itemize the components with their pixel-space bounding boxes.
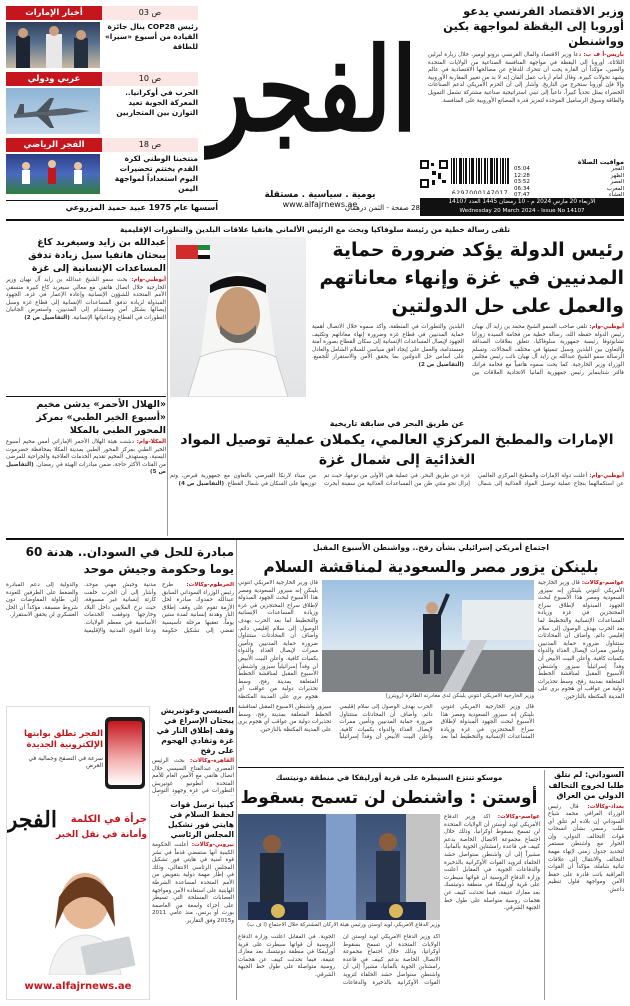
side-story-title: «الهلال الأحمر» يدشن مخيم «أسبوع الخير الطبي» بمركز المحور الطبي بالمكلا (36, 399, 166, 436)
ad-slogan-2: وأمانة في نقل الخبر (56, 830, 147, 840)
dateline: أبوظبي-وام: (589, 324, 624, 330)
ukraine-title: أوستن : واشنطن لن تسمح بسقوط (240, 788, 538, 808)
dateline: أبوظبي-وام: (589, 473, 624, 479)
football-players-icon (6, 154, 100, 194)
logo-text: الفجر (206, 22, 418, 158)
ad-headline: الفجر تطلق بوابتها الإلكترونية الجديدة (23, 729, 103, 750)
barcode-icon (450, 158, 510, 186)
teaser-text: الحرب في أوكرانيا.. المعركة الجوية تعيد التوازن بين المتحاربين (116, 88, 198, 117)
founder-bar (6, 200, 218, 214)
side-story-body: دشنت هيئة الهلال الأحمر الإماراتي أمس مخيم أسبوع الخير الطبي بمركز المحور الطبي بمدينة المكلا بمحافظة حضرموت اليمنية، ويستهدف المخيم تقديم الخدمات العلاجية والجراحية للمرضى من الفئات الأكثر حاجة، ضمن مبادرات الهيئة في رمضان. (6, 439, 166, 468)
teaser-sports[interactable] (6, 138, 200, 194)
prayer-time: 12:28 (514, 172, 530, 179)
blinken-caption: وزير الخارجية الأمريكي أنتوني بلينكن لدى مغادرته الطائرة (رويترز) (385, 693, 534, 699)
teaser-photo (6, 22, 100, 68)
dateline: نيروبي-وكالات: (191, 842, 234, 848)
website: www.alfajrnews.ae (282, 200, 358, 209)
ukraine-body-cont: أكد وزير الدفاع الأمريكي لويد أوستن أن الولايات المتحدة لن تسمح بسقوط أوكرانيا، وذلك خلال اجتماع مجموعة الاتصال الخاصة بدعم كييف في قاعدة رامشتاين الجوية بألمانيا، مشيراً إلى أن واشنطن ستواصل حشد الحلفاء لتزويد القوات الأوكرانية بالذخيرة والدفاعات الجوية. في المقابل أعلنت وزارة الدفاع الروسية أن قواتها سيطرت على قرية أورليفكا في منطقة دونيتسك بعد معارك عنيفة، فيما تحدثت كييف عن هجمات روسية متواصلة على طول خط الجبهة الشرقي. (238, 934, 440, 986)
blinken-body: قال وزير الخارجية الأمريكي أنتوني بلينكن إنه سيزور السعودية ومصر هذا الأسبوع لبحث الجهود المبذولة لإطلاق سراح المحتجزين في غزة وزيادة المساعدات الإنسانية والتخطيط لما بعد الحرب بهدف الوصول إلى سلام إقليمي دائم. وأضاف أن المحادثات ستتناول ضرورة حماية المدنيين وتأمين ممرات لإيصال الغذاء والدواء بكميات كافية. وأعلن البيت الأبيض أن وفداً إسرائيلياً سيزور واشنطن الأسبوع المقبل لمناقشة الخطط المتعلقة بمدينة رفح، وسط تحذيرات دولية من عواقب أي هجوم بري على المدينة المكتظة بالنازحين. (538, 580, 624, 700)
sea-kicker: عن طريق البحر في سابقة تاريخية (329, 419, 465, 428)
side-story-body: بحث سمو الشيخ عبدالله بن زايد آل نهيان وزير الخارجية خلال اتصال هاتفي مع معالي سيغريد كاغ كبيرة منسقي الأمم المتحدة للشؤون الإنسانية وإعادة الإعمار في غزة، الجهود المبذولة لزيادة تدفق المساعدات الإنسانية إلى قطاع غزة وسبل إيصالها بشكل آمن ومستدام إلى المدنيين، واستعرض الجانبان التطورات في القطاع وتداعياتها الإنسانية. (6, 277, 166, 321)
masthead-rule (6, 219, 624, 221)
side-story-1[interactable] (6, 236, 166, 396)
blinken-body-left[interactable] (238, 580, 318, 702)
lead-body: تلقى صاحب السمو الشيخ محمد بن زايد آل نهيان رئيس الدولة حفظه الله، رسالة خطية من فخامة السيدة زوزانا تشابوتوفا رئيسة جمهورية سلوفاكيا، تتعلق بعلاقات الصداقة والتعاون بين البلدين وسبل تنميتها في مختلف المجالات. وتسلم الرسالة سمو الشيخ عبدالله بن زايد آل نهيان نائب رئيس مجلس الوزراء وزير الخارجية. كما بحث سموه هاتفياً مع فخامة فرانك فالتر شتاينماير رئيس جمهورية ألمانيا الاتحادية العلاقات بين البلدين والتطورات في المنطقة، وأكد سموه خلال الاتصال أهمية حماية المدنيين في قطاع غزة وضرورة إنهاء معاناتهم وتكثيف الجهود لإيصال المساعدات الإنسانية إلى سكان القطاع بصورة آمنة ومستدامة، والعمل على إيجاد أفق سياسي للسلام الشامل والعادل على أساس حل الدولتين بما يحقق الأمن والاستقرار للجميع. (312, 324, 624, 376)
prayer-times (514, 158, 624, 198)
prayer-name: العصر (610, 179, 624, 185)
lead-continued: (التفاصيل ص 2) (418, 361, 464, 368)
side-story-body-wrap (6, 277, 166, 323)
lead-story[interactable] (312, 236, 624, 448)
date-bar (420, 198, 624, 216)
dateline: باريس-أ ف ب: (583, 52, 624, 58)
gaza-small-story[interactable] (152, 706, 234, 796)
side-story-2[interactable] (6, 398, 166, 536)
ukraine-body-text: أكد وزير الدفاع الأمريكي لويد أوستن أن الولايات المتحدة لن تسمح بسقوط أوكرانيا، وذلك خلال اجتماع مجموعة الاتصال الخاصة بدعم كييف في قاعدة رامشتاين الجوية بألمانيا، مشيراً إلى أن واشنطن ستواصل حشد الحلفاء لتزويد القوات الأوكرانية بالذخيرة والدفاعات الجوية. في المقابل أعلنت وزارة الدفاع الروسية أن قواتها سيطرت على قرية أورليفكا في منطقة دونيتسك بعد معارك عنيفة، فيما تحدثت كييف عن هجمات روسية متواصلة على طول خط الجبهة الشرقي. (444, 814, 540, 912)
prayer-list (514, 166, 624, 198)
blinken-kicker: اجتماع أمريكي إسرائيلي بشأن رفح.. وواشنطن الأسبوع المقبل (313, 543, 549, 552)
ukraine-body-bottom[interactable] (238, 934, 440, 1000)
officials-photo-icon (238, 814, 440, 920)
dateline: عواصم-وكالات: (497, 814, 540, 820)
iraq-body: قال رئيس الوزراء العراقي محمد شياع السوداني إن بلاده لم تتلق أي طلب رسمي بشأن انسحاب قوات التحالف الدولي، وإن الحوار مع واشنطن مستمر لتحديد جدول زمني لإنهاء مهمة التحالف والانتقال إلى علاقات ثنائية شاملة، مؤكداً أن القوات العراقية باتت قادرة على حفظ الأمن ومواجهة فلول تنظيم داعش. (548, 803, 624, 894)
date-line: الأربعاء 20 مارس 2024 م - 10 رمضان 1445 العدد 14107 (448, 199, 596, 205)
dateline: الخرطوم-وكالات: (186, 582, 234, 588)
top-story[interactable] (428, 4, 624, 156)
side-story-continued: (التفاصيل ص 2) (24, 314, 70, 321)
barcode-number: 6297000147017 (451, 190, 509, 194)
advertisement[interactable] (6, 706, 150, 1000)
sea-title: الإمارات والمطبخ المركزي العالمي، يكملان عملية توصيل المواد الغذائية إلى شمال غزة (180, 432, 614, 468)
ukraine-kicker: موسكو تنتزع السيطرة على قرية أورليفكا في منطقة دونيتسك (275, 773, 503, 782)
tagline: يومية . سياسية . مستقلة (264, 190, 376, 200)
top-story-title: وزير الاقتصاد الفرنسي يدعو أوروبا إلى اليقظة لمواجهة بكين وواشنطن (443, 4, 624, 48)
prayer-name: الظهر (610, 172, 624, 179)
top-story-body: دعا وزير الاقتصاد والمال الفرنسي برونو لومير، خلال زيارة لبرلين الثلاثاء، أوروبا إلى اليقظة في مواجهة المنافسة الصناعية من الولايات المتحدة والصين، مؤكداً أن القارة يجب أن تتحرك للدفاع عن مصالحها الاقتصادية في عالم يشهد تحولات كبيرة. وقال أمام أرباب عمل ألمان إنه لا بد من تغيير المقاربة الأوروبية وإلا فإن أوروبا ستخرج من التاريخ. وأشار إلى أن الحزم الأمريكي لدعم الصناعات الخضراء يمثل تحدياً كبيراً، داعياً إلى تبني استراتيجية صناعية مشتركة تشمل التمويل والطاقة وسوق الرساميل الموحدة لتعزيز قدرة المصانع الأوروبية على المنافسة. (428, 52, 624, 104)
founder: أسسها عام 1975 عبيد حميد المزروعي (65, 203, 218, 212)
plane-stairs-photo-icon (322, 580, 534, 692)
teaser-arab-world[interactable] (6, 72, 200, 136)
prayer-name: المغرب (606, 185, 624, 192)
section-rule (6, 538, 624, 540)
blinken-title: بلينكن يزور مصر والسعودية لمناقشة السلام (263, 558, 599, 576)
ad-subline: سرعة في التصفح وجمالية في العرض (28, 755, 103, 769)
ad-phone (105, 717, 145, 789)
blinken-body-wrap (538, 580, 624, 702)
teaser-photo (6, 88, 100, 134)
prayer-time: 07:47 (514, 192, 530, 198)
side-story-title: عبدالله بن زايد وسيغريد كاغ يبحثان هاتفيا سبل زيادة تدفق المساعدات الإنسانية إلى غزة (28, 237, 166, 274)
ad-woman-photo (25, 857, 145, 975)
side-rule (6, 396, 166, 397)
lead-title: رئيس الدولة يؤكد ضرورة حماية المدنيين في غزة وإنهاء معاناتهم والعمل على حل الدولتين (319, 239, 624, 317)
teaser-text: رئيس COP28 ينال جائزة القيادة من أسبوع «سيرا» للطاقة (105, 22, 198, 51)
sudan-title: مبادرة للحل في السودان.. هدنة 60 يوما وحكومة وجيش موحد (25, 545, 234, 576)
dateline: المكلا-وام: (136, 439, 166, 445)
blinken-body-left-text: قال وزير الخارجية الأمريكي أنتوني بلينكن إنه سيزور السعودية ومصر هذا الأسبوع لبحث الجهود المبذولة لإطلاق سراح المحتجزين في غزة وزيادة المساعدات الإنسانية والتخطيط لما بعد الحرب بهدف الوصول إلى سلام إقليمي دائم. وأضاف أن المحادثات ستتناول ضرورة حماية المدنيين وتأمين ممرات لإيصال الغذاء والدواء بكميات كافية. وأعلن البيت الأبيض أن وفداً إسرائيلياً سيزور واشنطن الأسبوع المقبل لمناقشة الخطط المتعلقة بمدينة رفح، وسط تحذيرات دولية من عواقب أي هجوم بري على المدينة المكتظة (238, 580, 318, 700)
date-line-en: Wednesday 20 March 2024 - Issue No 14107 (459, 208, 585, 214)
teaser-text: منتخبنا الوطني لكرة القدم يختتم تحضيرات اليوم استعداداً لمواجهة اليمن (114, 154, 198, 193)
vertical-rule-side (167, 236, 168, 536)
dateline: أبوظبي-وام: (131, 277, 166, 283)
gaza-small-body: بحث الرئيس المصري عبدالفتاح السيسي خلال اتصال هاتفي مع الأمين العام للأمم المتحدة أنطونيو غوتيريش التطورات في غزة وجهود التوصل (152, 758, 234, 795)
sudan-body: طرح رئيس الوزراء السوداني السابق عبدالله حمدوك مبادرة لحل الأزمة تقوم على وقف إطلاق النار وهدنة إنسانية لمدة ستين يوماً، تعقبها مرحلة تأسيسية تفضي إلى تشكيل حكومة مدنية وجيش مهني موحد. وأشار إلى أن الحرب خلفت كارثة إنسانية غير مسبوقة، حيث نزح الملايين داخل البلاد وخارجها وتوقفت الخدمات الأساسية في معظم الولايات. ودعا القوى المدنية والإقليمية والدولية إلى دعم المبادرة والضغط على الطرفين للعودة إلى طاولة المفاوضات دون شروط مسبقة، مؤكداً أن الحل العسكري لن يحقق الاستقرار. (6, 582, 234, 634)
teaser-emirates[interactable] (6, 6, 200, 70)
teaser-section: عربي ودولي (6, 72, 102, 86)
teaser-photo (6, 154, 100, 194)
top-story-body-wrap (428, 52, 624, 105)
fighter-jet-icon (6, 88, 100, 134)
kenya-body: أعلنت الحكومة الكينية أنها ستمضي قدماً في نشر قوة أمنية في هايتي فور تشكيل المجلس الرئاسي الانتقالي، وذلك في إطار مهمة دولية بتفويض من الأمم المتحدة لمساعدة الشرطة الهايتية على استعادة الأمن ومواجهة العصابات المسلحة التي تسيطر على أجزاء واسعة من العاصمة بورت أو برنس، منذ عامي 2011 و2015 وفق التقارير. (152, 842, 234, 924)
dateline: القاهرة-وكالات: (190, 758, 234, 764)
ad-url[interactable]: www.alfajrnews.ae (24, 981, 132, 992)
teaser-page: ص 10 (102, 72, 198, 86)
prayer-label: مواقيت الصلاة (577, 158, 624, 166)
gaza-small-title: السيسي وغوتيريش يبحثان الإسراع في وقف إطلاق النار في غزة وتفادي الهجوم على رفح (156, 706, 234, 755)
kenya-body-wrap (152, 842, 234, 926)
prayer-time: 03:52 (514, 179, 530, 185)
pages-price: 28 صفحة - الثمن درهمان (344, 204, 420, 212)
side-story-continued: (التفاصيل ص 5) (6, 461, 166, 476)
sudan-story[interactable] (6, 582, 234, 702)
lead-body-wrap (312, 324, 624, 377)
blinken-body-cont: قال وزير الخارجية الأمريكي أنتوني بلينكن إنه سيزور السعودية ومصر هذا الأسبوع لبحث الجهود المبذولة لإطلاق سراح المحتجزين في غزة وزيادة المساعدات الإنسانية والتخطيط لما بعد الحرب بهدف الوصول إلى سلام إقليمي دائم. وأضاف أن المحادثات ستتناول ضرورة حماية المدنيين وتأمين ممرات لإيصال الغذاء والدواء بكميات كافية. وأعلن البيت الأبيض أن وفداً إسرائيلياً سيزور واشنطن الأسبوع المقبل لمناقشة الخطط المتعلقة بمدينة رفح، وسط تحذيرات دولية من عواقب أي هجوم بري على المدينة المكتظة بالنازحين. (238, 704, 534, 741)
prayer-name: العشاء (608, 192, 624, 198)
president-photo (170, 237, 306, 397)
qr-code[interactable] (420, 160, 448, 188)
kenya-story[interactable] (152, 800, 234, 1000)
teaser-section: الفجر الرياضي (6, 138, 102, 152)
kenya-title: كينيا ترسل قوات لحفظ السلام في هايتي فور تشكيل المجلس الرئاسي (167, 800, 234, 839)
ad-slogan-1: جرأة في الكلمة (70, 814, 147, 825)
teaser-page: ص 18 (102, 138, 198, 152)
teaser-page: ص 03 (102, 6, 198, 20)
side-story-body-wrap (6, 439, 166, 477)
iraq-body-wrap (548, 804, 624, 895)
sea-body-wrap (170, 473, 624, 488)
vertical-rule-left (236, 540, 237, 1000)
sudan-body-wrap (6, 582, 234, 635)
lead-kicker: تلقى رسالة خطية من رئيسة سلوفاكيا وبحث مع الرئيس الألماني هاتفيا علاقات البلدين والتطورات الإقليمية (119, 225, 511, 234)
barcode-box (450, 158, 510, 194)
prayer-time: 05:04 (514, 166, 530, 172)
gaza-small-body-wrap (152, 758, 234, 796)
mid-rule (238, 767, 624, 768)
dateline: بغداد-وكالات: (587, 803, 624, 810)
people-photo-icon (6, 22, 100, 68)
ad-logo: الفجر (6, 807, 57, 833)
sea-continued: (التفاصيل ص 4) (178, 480, 225, 487)
ukraine-photo (238, 814, 440, 920)
blinken-body-right[interactable] (538, 580, 624, 750)
iraq-story[interactable] (544, 770, 624, 1000)
masthead-logo[interactable] (204, 2, 420, 188)
ukraine-body-wrap (444, 814, 540, 913)
sea-body: أعلنت دولة الإمارات والمطبخ المركزي العالمي عن استكمالهما بنجاح عملية توصيل المواد الغذائية إلى شمال غزة عن طريق البحر، في عملية هي الأولى من نوعها، حيث تم إنزال نحو مئتي طن من المساعدات الغذائية من سفينة أبحرت من ميناء لارنكا القبرصي بالتعاون مع جمهورية قبرص، وتم توزيعها على السكان في شمال القطاع. (170, 473, 624, 487)
qr-code-icon (420, 160, 448, 188)
ukraine-body[interactable] (444, 814, 540, 1000)
ukraine-caption: وزير الدفاع الأمريكي لويد أوستن ورئيس هيئة الأركان المشتركة خلال الاجتماع (ا ف ب) (247, 922, 440, 928)
blinken-body-bottom[interactable] (238, 704, 534, 764)
prayer-name: الفجر (611, 166, 624, 172)
portrait-icon (170, 237, 306, 397)
dateline: عواصم-وكالات: (581, 580, 624, 586)
iraq-title: السوداني: لم نتلق طلبا لخروج التحالف الدولي من العراق (548, 770, 624, 800)
teaser-section: أخبار الإمارات (6, 6, 102, 20)
prayer-time: 06:34 (514, 185, 530, 192)
woman-with-laptop-icon (25, 857, 145, 975)
sea-story[interactable] (170, 418, 624, 536)
blinken-photo (322, 580, 534, 692)
